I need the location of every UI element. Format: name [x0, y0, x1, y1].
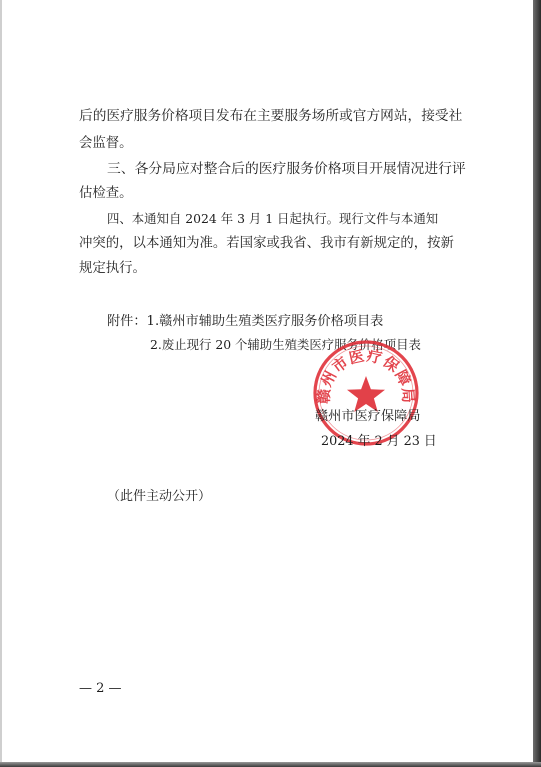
issuer-name: 赣州市医疗保障局 [315, 409, 421, 424]
paragraph-line-2: 会监督。 [79, 136, 133, 151]
paragraph-line-6: 冲突的，以本通知为准。若国家或我省、我市有新规定的，按新 [79, 236, 454, 251]
paragraph-line-3: 三、各分局应对整合后的医疗服务价格项目开展情况进行评 [107, 161, 466, 177]
page-bottom-edge-shadow [0, 762, 541, 767]
attachment-1: 附件：1.赣州市辅助生殖类医疗服务价格项目表 [107, 314, 384, 329]
page-number: — 2 — [79, 681, 122, 696]
page-right-edge-shadow [533, 0, 541, 767]
paragraph-line-7: 规定执行。 [79, 261, 146, 276]
page-left-edge [0, 0, 2, 767]
official-seal-stamp [311, 338, 421, 448]
paragraph-line-1: 后的医疗服务价格项目发布在主要服务场所或官方网站，接受社 [79, 108, 463, 124]
attachment-2: 2.废止现行 20 个辅助生殖类医疗服务价格项目表 [150, 337, 421, 352]
svg-text:赣州市医疗保障局: 赣州市医疗保障局 [314, 346, 418, 405]
disclosure-note: （此件主动公开） [107, 489, 212, 504]
paragraph-line-5: 四、本通知自 2024 年 3 月 1 日起执行。现行文件与本通知 [107, 211, 439, 226]
paragraph-line-4: 估检查。 [79, 186, 133, 201]
issue-date: 2024 年 2 月 23 日 [321, 434, 437, 449]
